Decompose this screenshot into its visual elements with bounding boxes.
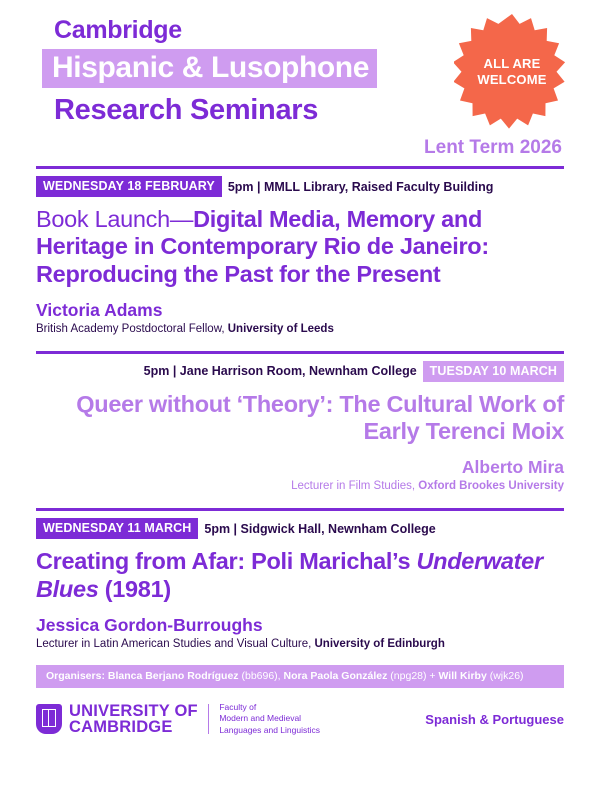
event-1-meta [36, 176, 564, 197]
event-3-title-part2: (1981) [98, 575, 171, 602]
university-line-1: UNIVERSITY OF [69, 701, 198, 720]
faculty-line-3: Languages and Linguistics [219, 724, 320, 735]
faculty-name [219, 702, 320, 736]
event-3-affiliation-role: Lecturer in Latin American Studies and Visual Culture, [36, 637, 315, 650]
event-2-affiliation-institution: Oxford Brookes University [418, 480, 564, 493]
term-label: Lent Term 2026 [424, 137, 562, 159]
event-1 [36, 169, 564, 335]
university-wordmark [69, 703, 198, 736]
organisers-bar [36, 665, 564, 688]
organiser-2-crsid: (npg28) + [387, 669, 439, 682]
badge-text [454, 14, 570, 130]
poster-header [36, 0, 564, 159]
header-line-cambridge: Cambridge [54, 16, 182, 44]
event-3-title-italic: Underwater Blues [36, 548, 543, 602]
event-1-speaker: Victoria Adams [36, 299, 163, 320]
event-1-affiliation-institution: University of Leeds [227, 322, 334, 335]
organiser-1-crsid: (bb696), [238, 669, 284, 682]
header-line-hispanic: Hispanic & Lusophone [52, 50, 370, 84]
organiser-3-crsid: (wjk26) [486, 669, 524, 682]
faculty-line-2: Modern and Medieval [219, 713, 302, 724]
organisers-label: Organisers: [46, 669, 108, 682]
event-1-date-tag: WEDNESDAY 18 FEBRUARY [36, 176, 222, 197]
event-3-title-part1: Creating from Afar: Poli Marichal’s [36, 548, 417, 575]
department-label: Spanish & Portuguese [425, 711, 564, 727]
event-3-meta [36, 518, 564, 539]
event-2-date-tag: TUESDAY 10 MARCH [423, 361, 564, 382]
event-1-time-venue: 5pm | MMLL Library, Raised Faculty Building [227, 179, 494, 194]
event-2 [36, 354, 564, 493]
event-1-affiliation [36, 323, 564, 335]
event-2-affiliation-role: Lecturer in Film Studies, [291, 480, 419, 493]
poster-footer [36, 702, 564, 736]
all-are-welcome-badge [454, 14, 570, 130]
organiser-3-name: Will Kirby [438, 669, 487, 682]
event-1-title-main: Digital Media, Memory and Heritage in Contemporary Rio de Janeiro: Reproducing the Past for the Present [36, 206, 489, 287]
event-2-affiliation [36, 480, 564, 492]
faculty-line-1: Faculty of [219, 701, 257, 712]
badge-line-2: WELCOME [477, 72, 547, 87]
event-2-time-venue: 5pm | Jane Harrison Room, Newnham College [143, 364, 417, 379]
event-3-affiliation [36, 638, 564, 650]
event-2-title: Queer without ‘Theory’: The Cultural Work of Early Terenci Moix [76, 390, 564, 445]
event-3 [36, 511, 564, 650]
event-2-meta [36, 361, 564, 382]
header-line-research: Research Seminars [54, 93, 319, 126]
event-3-affiliation-institution: University of Edinburgh [314, 637, 445, 650]
event-3-date-tag: WEDNESDAY 11 MARCH [36, 518, 198, 539]
footer-divider [208, 704, 210, 734]
event-1-title [36, 206, 564, 288]
event-3-speaker: Jessica Gordon-Burroughs [36, 614, 263, 635]
event-3-title [36, 548, 564, 603]
cambridge-crest-icon [36, 704, 62, 734]
event-1-title-lead: Book Launch— [36, 206, 194, 233]
event-1-affiliation-role: British Academy Postdoctoral Fellow, [36, 322, 228, 335]
organiser-1-name: Blanca Berjano Rodríguez [107, 669, 239, 682]
organiser-2-name: Nora Paola González [283, 669, 388, 682]
badge-line-1: ALL ARE [483, 56, 541, 72]
event-3-time-venue: 5pm | Sidgwick Hall, Newnham College [204, 521, 436, 536]
university-line-2: CAMBRIDGE [69, 718, 173, 737]
header-highlight-band [42, 49, 377, 88]
event-2-speaker: Alberto Mira [461, 457, 564, 478]
